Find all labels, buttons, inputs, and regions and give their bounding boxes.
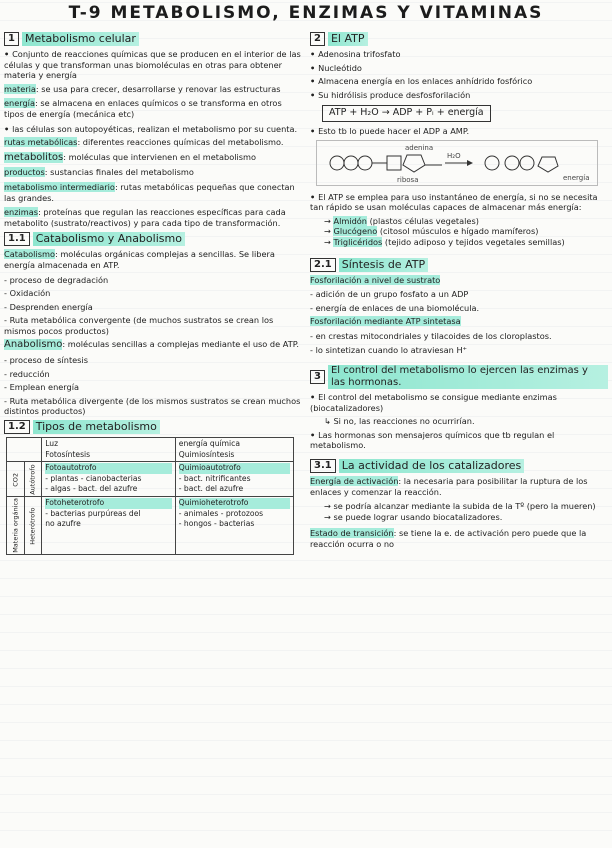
row-subheader: Heterótrofo: [24, 497, 42, 555]
hydrolysis-formula: ATP + H₂O → ADP + Pᵢ + energía: [322, 105, 491, 122]
section-heading: Tipos de metabolismo: [33, 420, 160, 434]
row-header: Materia orgánica: [7, 497, 25, 555]
section-3-1-header: 3.1 La actividad de los catalizadores: [310, 459, 608, 473]
list-item: - en crestas mitocondriales y tilacoides de los cloroplastos.: [310, 331, 608, 342]
atp-diagram: [316, 140, 598, 186]
list-item: • Almacena energía en los enlaces anhídrido fosfórico: [310, 76, 608, 87]
term-intermediario: metabolismo intermediario: rutas metabólicas pequeñas que conectan las grandes.: [4, 181, 295, 203]
almacen-list: [310, 216, 608, 248]
list-item: ↳ Si no, las reacciones no ocurrirían.: [324, 416, 475, 427]
section-heading: Síntesis de ATP: [339, 258, 428, 272]
list-item: - energía de enlaces de una biomolécula.: [310, 303, 608, 314]
section-1-1-header: 1.1 Catabolismo y Anabolismo: [4, 232, 304, 246]
list-item: - Ruta metabólica divergente (de los mismos sustratos se crean muchos distintos productos): [4, 396, 304, 417]
definition: • Conjunto de reacciones químicas que se producen en el interior de las células y que transforman unas biomoléculas en otras para obtener materia y energía: [4, 49, 304, 81]
list-item: • El control del metabolismo se consigue mediante enzimas (biocatalizadores): [310, 392, 608, 413]
list-item: • Su hidrólisis produce desfosforilación: [310, 90, 608, 101]
section-heading: Metabolismo celular: [22, 32, 139, 46]
label-ribosa: ribosa: [397, 175, 419, 184]
section-heading: Catabolismo y Anabolismo: [33, 232, 185, 246]
adp-note: • Esto tb lo puede hacer el ADP a AMP.: [310, 126, 608, 137]
term-enzimas: enzimas: proteínas que regulan las reacciones específicas para cada metabolito (sustrato/reactivos) y para cada tipo de transformación.: [4, 207, 286, 228]
term-rutas: rutas metabólicas: diferentes reacciones químicas del metabolismo.: [4, 137, 284, 148]
term-metabolitos: metabolitos: moléculas que intervienen en el metabolismo: [4, 151, 256, 163]
list-item: - Oxidación: [4, 288, 304, 299]
list-item: → Glucógeno (citosol músculos e hígado mamíferos): [324, 226, 539, 237]
label-energia: energía: [563, 173, 590, 182]
page-title: T-9 METABOLISMO, ENZIMAS Y VITAMINAS: [68, 3, 544, 23]
list-item: → Almidón (plastos células vegetales): [324, 215, 479, 226]
list-item: - lo sintetizan cuando lo atraviesan H⁺: [310, 345, 608, 356]
section-heading: El ATP: [328, 32, 368, 46]
section-2-header: 2 El ATP: [310, 32, 608, 46]
section-1-header: [4, 32, 304, 46]
activation-options: [310, 501, 608, 522]
term-materia: materia: se usa para crecer, desarrollarse y renovar las estructuras: [4, 83, 281, 94]
list-item: - proceso de síntesis: [4, 355, 304, 366]
col-header-luz: Luz Fotosíntesis: [42, 438, 176, 462]
list-item: - Desprenden energía: [4, 302, 304, 313]
autopoyeticas-note: • las células son autopoyéticas, realizan el metabolismo por su cuenta.: [4, 124, 304, 135]
term-estado-transicion: Estado de transición: se tiene la e. de activación pero puede que la reacción ocurra o no: [310, 528, 587, 550]
metabolism-table: [6, 437, 294, 555]
term-productos: productos: sustancias finales del metabolismo: [4, 167, 194, 178]
cell-fotoheterotrofo: Fotoheterotrofo - bacterias purpúreas del no azufre: [42, 497, 176, 555]
cell-quimioautotrofo: Quimioautotrofo - bact. nitrificantes - bact. del azufre: [175, 462, 293, 497]
list-item: → se puede lograr usando biocatalizadores.: [324, 511, 503, 522]
cell-quimioheterotrofo: Quimioheterotrofo - animales - protozoos - hongos - bacterias: [175, 497, 293, 555]
section-number: 1: [4, 32, 19, 46]
list-item: - reducción: [4, 369, 304, 380]
row-header: CO2: [7, 462, 25, 497]
cell-fotoautotrofo: Fotoautotrofo - plantas - cianobacterias - algas - bact. del azufre: [42, 462, 176, 497]
section-heading: La actividad de los catalizadores: [339, 459, 525, 473]
section-2-1-header: 2.1 Síntesis de ATP: [310, 258, 608, 272]
section-heading: El control del metabolismo lo ejercen las enzimas y las hormonas.: [328, 365, 608, 389]
fosforilacion-sustrato: Fosforilación a nivel de sustrato: [310, 274, 441, 285]
section-3-header: 3 El control del metabolismo lo ejercen las enzimas y las hormonas.: [310, 365, 608, 389]
label-h2o: H₂O: [447, 151, 461, 160]
list-item: • Las hormonas son mensajeros químicos que tb regulan el metabolismo.: [310, 430, 608, 451]
list-item: - proceso de degradación: [4, 275, 304, 286]
term-anabolismo: Anabolismo: moléculas sencillas a complejas mediante el uso de ATP.: [4, 339, 299, 351]
term-catabolismo: Catabolismo: moléculas orgánicas complejas a sencillas. Se libera energía almacenada en ATP.: [4, 249, 275, 270]
list-item: - Ruta metabólica convergente (de muchos sustratos se crean los mismos pocos productos): [4, 315, 304, 336]
term-energia: energía: se almacena en enlaces químicos o se transforma en otros tipos de energía (mecánica etc): [4, 98, 282, 119]
right-column: [310, 30, 608, 554]
list-item: - Emplean energía: [4, 382, 304, 393]
left-column: [4, 30, 304, 555]
row-subheader: Autótrofo: [24, 462, 42, 497]
list-item: → se podría alcanzar mediante la subida de la Tº (pero la mueren): [324, 501, 596, 512]
list-item: • Adenosina trifosfato: [310, 49, 608, 60]
atp-uso: • El ATP se emplea para uso instantáneo de energía, si no se necesita tan rápido se usan moléculas capaces de almacenar más energía:: [310, 192, 608, 213]
list-item: • Nucleótido: [310, 63, 608, 74]
label-adenina: adenina: [405, 143, 434, 152]
term-energia-activacion: Energía de activación: la necesaria para posibilitar la ruptura de los enlaces y comenzar la reacción.: [310, 476, 588, 497]
atp-structure-drawing: [317, 141, 597, 185]
fosforilacion-atp-sintetasa: Fosforilación mediante ATP sintetasa: [310, 316, 461, 327]
list-item: - adición de un grupo fosfato a un ADP: [310, 289, 608, 300]
section-1-2-header: 1.2 Tipos de metabolismo: [4, 420, 304, 434]
list-item: → Triglicéridos (tejido adiposo y tejidos vegetales semillas): [324, 236, 565, 247]
col-header-quimica: energía química Quimiosíntesis: [175, 438, 293, 462]
